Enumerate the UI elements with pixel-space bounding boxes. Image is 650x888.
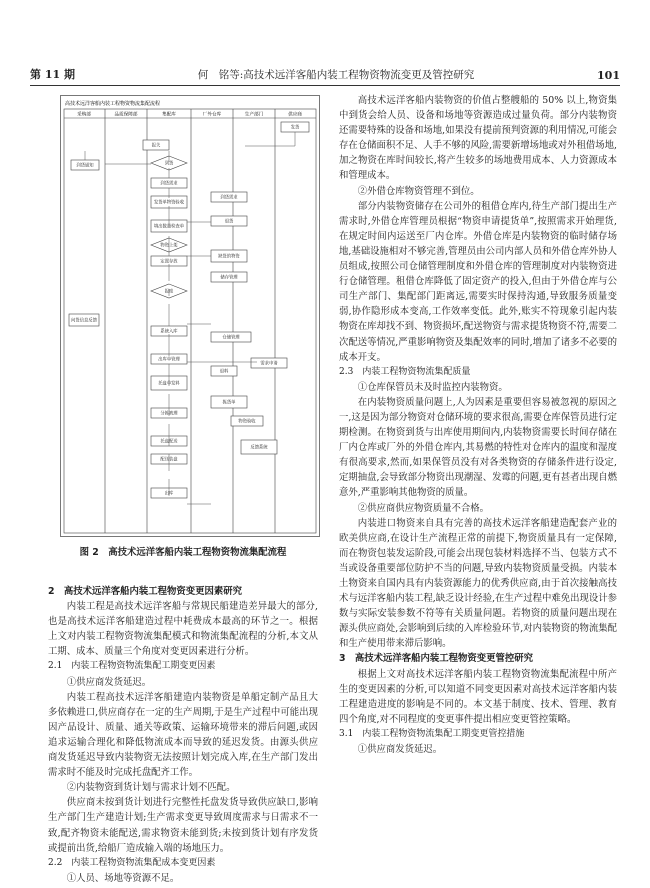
subsection-heading: 3.1 内装工程物资物流集配工期变更管控措施 [339,728,525,739]
paragraph: 高技术远洋客船内装物资的价值占整艘船的 50% 以上,物资集中到货会给人员、设备和场地等资源造成过量负荷。部分内装物资还需要特殊的设备和场地,如果没有提前预判资源的利用情况,可能会存在仓储面积不足、人手不够的风险,需要新增场地或对外租借场地,加之物资在库时间较长,将产生较多的场地费用成本、人力资源成本和管理成本。 [339,95,617,182]
page-number: 101 [597,69,620,82]
lane-label: 厂外仓库 [202,112,222,118]
flow-node [211,216,247,226]
flow-node-label: 仓储管理 [222,335,240,341]
running-header [30,64,620,82]
lane-label: 品质保障部 [114,112,138,118]
header-rule [30,85,620,86]
lane-label: 生产部门 [244,112,264,118]
flowchart-title: 高技术远洋客船内装工程物资物流集配流程 [65,101,161,107]
running-title: 何 铭等:高技术远洋客船内装工程物资物流变更及管控研究 [197,69,475,81]
flow-node-label: 到货需求 [220,195,238,201]
paragraph: 内装工程高技术远洋客船建造内装物资是单船定制产品且大多依赖进口,供应商存在一定的生产周期,于是生产过程中可能出现因产品设计、质量、通关等政策、运输环境带来的滞后问题,或因追求运输合理化和降低物流成本而导致的延迟发货。由源头供应商发货延迟导致内装物资无法按照计划完成入库,在生产部门发出需求时不能及时完成托盘配齐工作。 [48,691,318,779]
subsection-heading: 2.2 内装工程物资物流集配成本变更因素 [48,857,216,868]
flow-node-label: 到货 [164,161,174,167]
flow-node-label: 反馈系统 [250,445,268,451]
flow-node-label: 填出数量检查单 [153,224,185,230]
list-item: ②外借仓库物资管理不到位。 [357,185,480,197]
paragraph: 内装工程是高技术远洋客船与常规民船建造差异最大的部分,也是高技术远洋客船建造过程中耗费成本最高的环节之一。根据上文对内装工程物资物流集配模式和物流集配流程的分析,本文从工期、成本、质量三个角度对变更因素进行分析。 [48,601,318,658]
paragraph: 在内装物资质量问题上,人为因素是重要但容易被忽视的原因之一,这是因为部分物资对仓储环境的要求很高,需要仓库保管员进行定期检测。在物资到货与出库使用期间内,内装物资需要长时间存储在厂内仓库或厂外的外借仓库内,其易燃的特性对仓库内的温度和湿度有很高要求,然而,如果保管员没有对各类物资的存储条件进行设定,定期抽盘,会导致部分物资出现潮湿、发霉的问题,更有甚者出现自燃意外,严重影响其他物资的质量。 [339,396,617,499]
list-item: ①人员、场地等资源不足。 [66,872,180,884]
flow-node [211,396,247,408]
left-column [48,584,318,886]
flow-node-label: 系统入库 [160,329,178,335]
flow-node [211,250,247,262]
paragraph: 部分内装物资储存在公司外的租借仓库内,待生产部门提出生产需求时,外借仓库管理员根据“物资申请提货单”,按照需求开始理货,在规定时间内运送至厂内仓库。外借仓库是内装物资的临时储存场地,基础设施相对不够完善,管理员由公司内部人员和外借仓库外协人员组成,按照公司仓储管理制度和外借仓库的管理制度对内装物资进行仓储管理。租借仓库降低了固定资产的投入,但由于外借仓库与公司生产部门、集配部门距离远,需要实时保持沟通,导致服务质量变弱,协作隐形成本变高,工作效率变低。此外,账实不符现象引起内装物资在库却找不到、物资损坏,配送物资与需求提货物资不符,需要二次配送等情况,严重影响物资及集配效率的同时,增加了诸多不必要的成本开支。 [339,200,617,363]
flow-node-label: 拣货单 [222,400,236,406]
flow-node [143,140,169,150]
issue-number: 第 11 期 [30,68,75,81]
flow-node-label: 出库单管理 [158,357,180,363]
paragraph: 根据上文对高技术远洋客船内装工程物资物流集配流程中所产生的变更因素的分析,可以知道不同变更因素对高技术远洋客船内装工程建造进度的影响是不同的。本文基于制度、技术、管理、教育四个角度,对不同程度的变更事件提出相应变更管控策略。 [339,668,617,725]
flow-node [211,332,251,342]
lane-label: 采购部 [77,112,91,118]
flow-node-label: 出库 [164,491,174,497]
lane-label: 供应商 [288,112,302,118]
flow-node-label: 物资上架 [160,243,178,249]
flow-node-label: 退料 [219,369,229,375]
flow-node-label: 定置存放 [160,259,178,265]
paragraph: 供应商未按到货计划进行完整性托盘发货导致供应缺口,影响生产部门生产建造计划;生产需求变更导致周度需求与日需求不一致,配齐物资未能配送,需求物资未能到货;未按到货计划有序发货或提前出货,给船厂造成输入端的场地压力。 [48,797,318,854]
subsection-heading: 2.1 内装工程物资物流集配工期变更因素 [48,661,216,672]
swimlane-grid [64,109,316,533]
list-item: ①仓库保管员未及时监控内装物资。 [357,381,508,393]
flow-node-label: 缺货的物资 [218,254,240,260]
flow-node-label: 问货信息反馈 [71,318,97,324]
flow-node [71,160,99,170]
list-item: ②内装物资到货计划与需求计划不匹配。 [66,782,236,794]
flowchart-figure [60,95,320,537]
flow-node [241,440,277,454]
flow-node [281,122,309,132]
flow-node-label: 托盘配送 [160,439,178,445]
list-item: ①供应商发货延迟。 [66,676,152,688]
flow-node-label: 到货需求 [160,181,178,187]
subsection-heading: 2.3 内装工程物资物流集配质量 [339,366,471,377]
flow-node-label: 报关 [151,143,161,149]
flow-node-label: 退货 [224,219,234,225]
flow-node-label: 需求申请 [260,361,278,367]
paragraph: 内装进口物资来自具有完善的高技术远洋客船建造配套产业的欧美供应商,在设计生产流程正常的前提下,物资质量具有一定保障,而在物资包装发运阶段,可能会出现包装材料选择不当、包装方式不当或设备重要部位防护不当的问题,导致内装物资质量受损。内装本土物资来自国内具有内装资源能力的优秀供应商,由于首次接触高技术与远洋客船内装工程,缺乏设计经验,在生产过程中难免出现设计参数与实际安装参数不符等有关质量问题。若物资的质量问题出现在源头供应商处,会影响到后续的入库检验环节,对内装物资的物流集配和生产使用带来滞后影响。 [339,517,617,650]
flow-node [211,192,247,202]
flow-node-label: 托盘单发料 [158,381,180,387]
flow-node-label: 储存管理 [220,275,238,281]
flow-node-label: 分拣被理 [160,411,178,417]
figure-caption: 图 2 高技术远洋客船内装工程物资物流集配流程 [79,547,287,558]
lane-label: 集配库 [162,112,176,118]
flow-node-label: 物资验收 [238,419,256,425]
right-column [339,93,617,757]
flow-node-label: 发货单物资验收 [153,200,185,206]
flow-node [251,358,287,368]
flow-node [151,178,187,188]
section-heading: 3 高技术远洋客船内装工程物资变更管控研究 [339,653,534,665]
list-item: ①供应商发货延迟。 [357,744,443,756]
flow-node-label: 发货 [290,125,300,131]
flow-node [231,416,263,426]
flow-node [211,366,237,376]
section-heading: 2 高技术远洋客船内装工程物资变更因素研究 [48,586,243,597]
flowchart-svg [61,96,319,536]
flow-node-label: 到货通知 [76,163,94,169]
flow-node [211,272,247,282]
flow-node-label: 配送装盘 [160,457,178,463]
list-item: ②供应商供应物资质量不合格。 [357,502,490,514]
flow-node-label: 报废 [164,289,174,295]
flow-node [69,314,99,326]
